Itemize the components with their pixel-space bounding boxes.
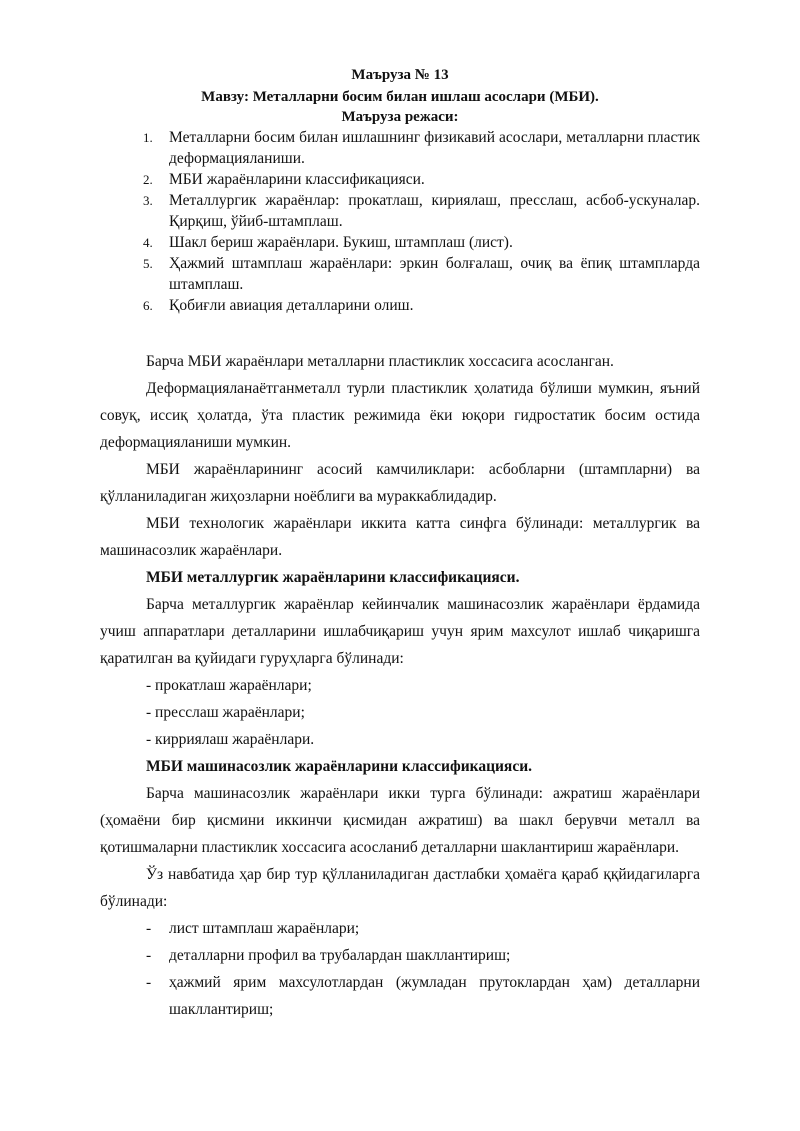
list-item: - пресслаш жараёнлари; xyxy=(146,704,305,721)
section-heading: МБИ машинасозлик жараёнларини классификацияси. xyxy=(146,758,533,775)
list-item xyxy=(100,969,700,1023)
list-item: - прокатлаш жараёнлари; xyxy=(146,677,312,694)
plan-item-text: Шакл бериш жараёнлари. Букиш, штамплаш (лист). xyxy=(169,234,513,251)
plan-item xyxy=(100,169,700,190)
plan-item-text: Металларни босим билан ишлашнинг физикавий асослари, металларни пластик деформацияланиши. xyxy=(169,129,700,167)
plan-item-number: 1. xyxy=(143,130,153,145)
plan-item xyxy=(100,232,700,253)
dash-list xyxy=(100,915,700,1023)
lecture-plan-list xyxy=(100,127,700,316)
paragraph: МБИ жараёнларининг асосий камчиликлари: асбобларни (штампларни) ва қўлланиладиган жиҳозларни ноёблиги ва мураккаблидадир. xyxy=(100,461,700,505)
list-item-text: ҳажмий ярим махсулотлардан (жумладан прутоклардан ҳам) деталларни шакллантириш; xyxy=(169,974,700,1018)
paragraph: Деформацияланаётганметалл турли пластиклик ҳолатида бўлиши мумкин, яъний совуқ, иссиқ ҳолатда, ўта пластик режимида ёки юқори гидростатик босим остида деформацияланиши мумкин. xyxy=(100,380,700,451)
paragraph: Барча машинасозлик жараёнлари икки турга бўлинади: ажратиш жараёнлари (ҳомаёни бир қисмини иккинчи қисмидан ажратиш) ва шакл берувчи металл ва қотишмаларни пластиклик хоссасига асосланиб деталларни шаклантириш жараёнлари. xyxy=(100,785,700,856)
dash-bullet: - xyxy=(146,920,152,937)
plan-item-text: Металлургик жараёнлар: прокатлаш, кириялаш, пресслаш, асбоб-ускуналар. Қирқиш, ўйиб-штамплаш. xyxy=(169,192,700,230)
dash-bullet: - xyxy=(146,947,152,964)
list-item: - кирриялаш жараёнлари. xyxy=(146,731,315,748)
plan-item-number: 3. xyxy=(143,193,153,208)
plan-item-number: 6. xyxy=(143,298,153,313)
paragraph: Барча МБИ жараёнлари металларни пластиклик хоссасига асосланган. xyxy=(146,353,614,370)
paragraph: МБИ технологик жараёнлари иккита катта синфга бўлинади: металлургик ва машинасозлик жараёнлари. xyxy=(100,515,700,559)
dash-bullet: - xyxy=(146,974,152,991)
plan-item xyxy=(100,190,700,232)
plan-item xyxy=(100,295,700,316)
document-body xyxy=(100,348,700,1023)
plan-item-number: 5. xyxy=(143,256,153,271)
plan-item xyxy=(100,253,700,295)
list-item-text: деталларни профил ва трубалардан шакллантириш; xyxy=(169,947,511,964)
plan-item-text: МБИ жараёнларини классификацияси. xyxy=(169,171,425,188)
lecture-number: Маъруза № 13 xyxy=(351,67,449,83)
paragraph: Барча металлургик жараёнлар кейинчалик машинасозлик жараёнлари ёрдамида учиш аппаратлари деталларини ишлабчиқариш учун ярим махсулот ишлаб чиқаришга қаратилган ва қуйидаги гуруҳларга бўлинади: xyxy=(100,596,700,667)
list-item xyxy=(100,942,700,969)
list-item xyxy=(100,915,700,942)
lecture-topic: Мавзу: Металларни босим билан ишлаш асослари (МБИ). xyxy=(201,89,599,105)
list-item-text: лист штамплаш жараёнлари; xyxy=(169,920,360,937)
plan-item-text: Ҳажмий штамплаш жараёнлари: эркин болғалаш, очиқ ва ёпиқ штампларда штамплаш. xyxy=(169,255,700,293)
plan-title: Маъруза режаси: xyxy=(341,109,459,125)
paragraph: Ўз навбатида ҳар бир тур қўлланиладиган дастлабки ҳомаёга қараб ққйидагиларга бўлинади: xyxy=(100,866,700,910)
plan-item-text: Қобиғли авиация деталларини олиш. xyxy=(169,297,414,314)
section-heading: МБИ металлургик жараёнларини классификацияси. xyxy=(146,569,520,586)
plan-item-number: 4. xyxy=(143,235,153,250)
plan-item-number: 2. xyxy=(143,172,153,187)
plan-item xyxy=(100,127,700,169)
